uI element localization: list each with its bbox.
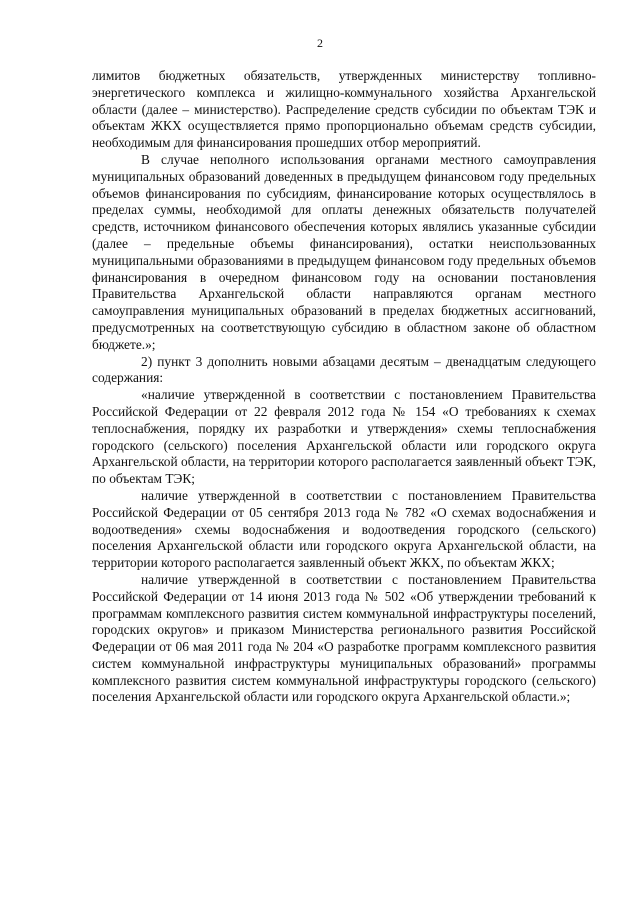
paragraph-4: «наличие утвержденной в соответствии с постановлением Правительства Российской Федерации от 22 февраля 2012 года № 154 «О требованиях к схемах теплоснабжения, порядку их разработки и утверждения» схемы теплоснабжения городского (сельского) поселения Архангельской области или городского округа Архангельской области, на территории которого располагается заявленный объект ТЭК, по объектам ТЭК; — [92, 387, 596, 487]
page-number: 2 — [317, 36, 323, 50]
paragraph-6: наличие утвержденной в соответствии с постановлением Правительства Российской Федерации от 14 июня 2013 года № 502 «Об утверждении требований к программам комплексного развития систем коммунальной инфраструктуры поселений, городских округов» и приказом Министерства регионального развития Российской Федерации от 06 мая 2011 года № 204 «О разработке программ комплексного развития систем коммунальной инфраструктуры муниципальных образований» программы комплексного развития систем коммунальной инфраструктуры городского (сельского) поселения Архангельской области или городского округа Архангельской области.»; — [92, 571, 596, 705]
document-body — [92, 68, 596, 706]
paragraph-2: В случае неполного использования органами местного самоуправления муниципальных образований доведенных в предыдущем финансовом году предельных объемов финансирования по субсидиям, финансирование которых осуществлялось в пределах суммы, необходимой для оплаты денежных обязательств получателей средств, источником финансового обеспечения которых являлись указанные субсидии (далее – предельные объемы финансирования), остатки неиспользованных муниципальными образованиями в предыдущем финансовом году предельных объемов финансирования в очередном финансовом году на основании постановления Правительства Архангельской области направляются органам местного самоуправления муниципальных образований в пределах бюджетных ассигнований, предусмотренных на соответствующую субсидию в областном законе об областном бюджете.»; — [92, 151, 596, 352]
paragraph-5: наличие утвержденной в соответствии с постановлением Правительства Российской Федерации от 05 сентября 2013 года № 782 «О схемах водоснабжения и водоотведения» схемы водоснабжения и водоотведения городского (сельского) поселения Архангельской области или городского округа Архангельской области, на территории которого располагается заявленный объект ЖКХ, по объектам ЖКХ; — [92, 487, 596, 571]
paragraph-3: 2) пункт 3 дополнить новыми абзацами десятым – двенадцатым следующего содержания: — [92, 353, 596, 386]
paragraph-1: лимитов бюджетных обязательств, утвержденных министерству топливно-энергетического комплекса и жилищно-коммунального хозяйства Архангельской области (далее – министерство). Распределение средств субсидии по объектам ТЭК и объектам ЖКХ осуществляется прямо пропорционально объемам средств субсидии, необходимым для финансирования прошедших отбор мероприятий. — [92, 68, 596, 151]
